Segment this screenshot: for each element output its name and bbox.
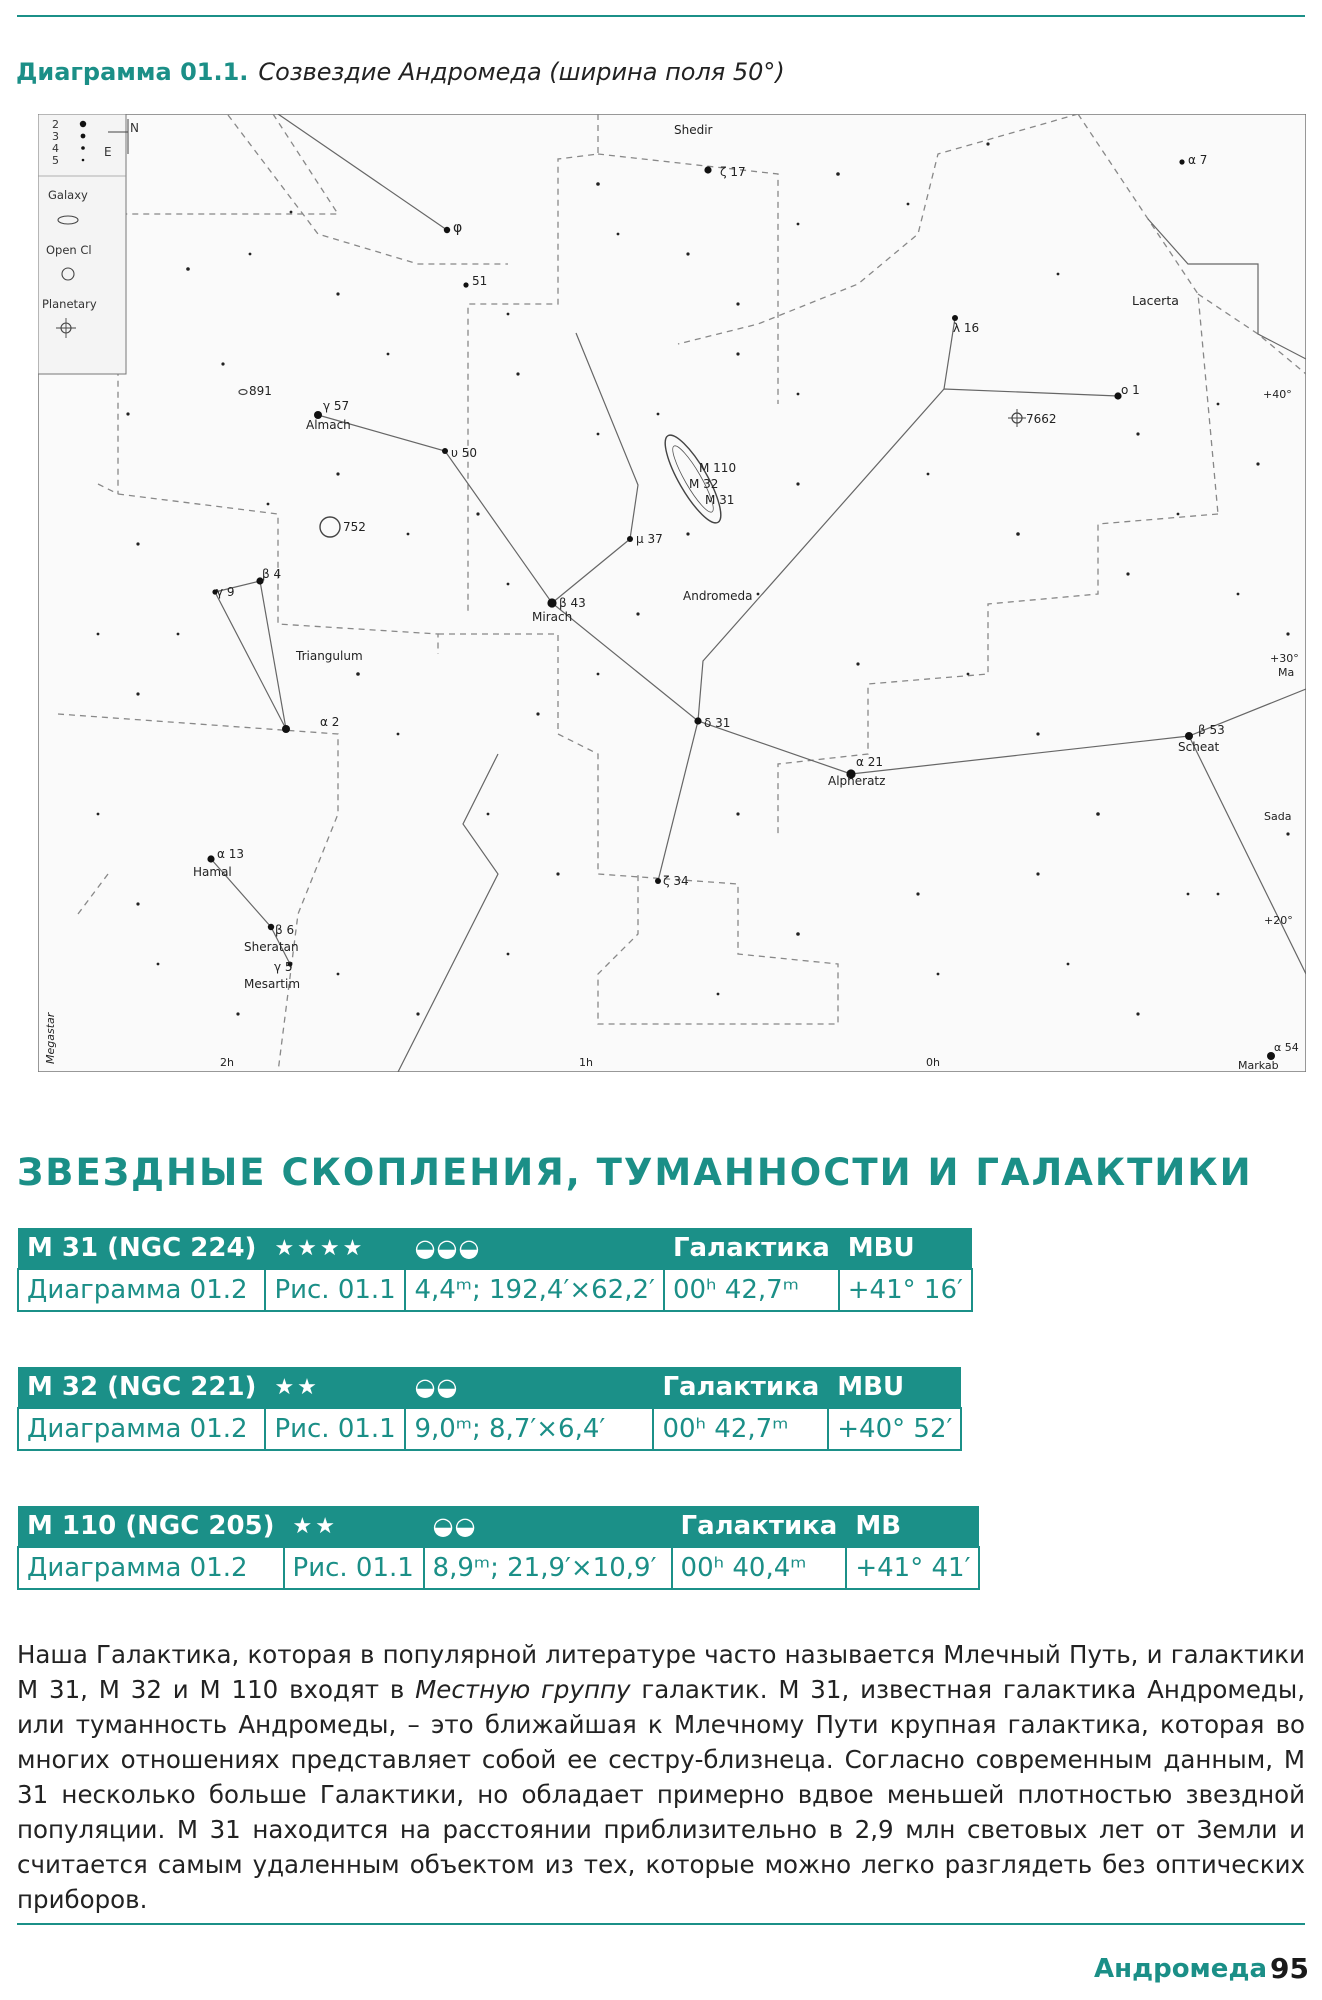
- svg-text:4: 4: [52, 142, 59, 155]
- running-footer-title: Андромеда: [1094, 1954, 1267, 1984]
- svg-text:891: 891: [249, 384, 272, 398]
- map-legend: [38, 114, 139, 374]
- rating-stars: ★★: [284, 1506, 424, 1547]
- svg-text:Ma: Ma: [1278, 666, 1295, 679]
- object-name: M 31 (NGC 224): [18, 1228, 265, 1269]
- svg-text:Open Cl: Open Cl: [46, 243, 92, 257]
- svg-text:752: 752: [343, 520, 366, 534]
- object-name: M 32 (NGC 221): [18, 1367, 265, 1408]
- svg-text:7662: 7662: [1026, 412, 1057, 426]
- svg-text:+40°: +40°: [1263, 388, 1292, 401]
- svg-text:γ 57: γ 57: [323, 399, 350, 413]
- object-table-m31: [17, 1228, 973, 1312]
- svg-text:ζ 17: ζ 17: [720, 165, 746, 179]
- svg-text:φ: φ: [453, 220, 463, 236]
- paragraph-part-1: Наша Галактика, которая в популярной литературе часто называется Млечный Путь, и галактики M 31, M 32 и M 110 входят в: [17, 1640, 1305, 1704]
- svg-text:γ 5: γ 5: [274, 960, 293, 974]
- svg-text:+30°: +30°: [1270, 652, 1299, 665]
- svg-text:Megastar: Megastar: [44, 1012, 57, 1064]
- svg-text:M 32: M 32: [689, 477, 719, 491]
- svg-text:Mirach: Mirach: [532, 610, 573, 624]
- magnitude-size: 4,4ᵐ; 192,4′×62,2′: [405, 1269, 664, 1311]
- svg-text:Alpheratz: Alpheratz: [828, 774, 886, 788]
- visibility-icons: ◒◒◒: [405, 1228, 664, 1269]
- top-rule: [17, 15, 1305, 17]
- object-code: MB: [846, 1506, 979, 1547]
- svg-text:N: N: [130, 121, 139, 135]
- declination: +41° 16′: [839, 1269, 972, 1311]
- svg-text:51: 51: [472, 274, 488, 288]
- right-ascension: 00ʰ 42,7ᵐ: [664, 1269, 839, 1311]
- declination: +41° 41′: [846, 1547, 979, 1589]
- diagram-ref: Диаграмма 01.2: [18, 1408, 265, 1450]
- right-ascension: 00ʰ 40,4ᵐ: [672, 1547, 847, 1589]
- svg-text:5: 5: [52, 154, 59, 167]
- svg-text:γ 9: γ 9: [216, 585, 235, 599]
- svg-text:μ 37: μ 37: [636, 532, 663, 546]
- svg-text:Hamal: Hamal: [193, 865, 232, 879]
- visibility-icons: ◒◒: [405, 1367, 653, 1408]
- svg-text:2h: 2h: [220, 1056, 234, 1069]
- object-type: Галактика: [664, 1228, 839, 1269]
- paragraph-part-2: галактик. M 31, известная галактика Андромеды, или туманность Андромеды, – это ближайшая к Млечному Пути крупная галактика, которая во многих отношениях представляет собой ее сестру-близнеца. Согласно современным данным, M 31 несколько больше Галактики, но обладает примерно вдвое меньшей плотностью звездной популяции. M 31 находится на расстоянии приблизительно в 2,9 млн световых лет от Земли и считается самым удаленным объектом из тех, которые можно легко разглядеть без оптических приборов.: [17, 1675, 1306, 1914]
- page-number: 95: [1270, 1952, 1309, 1985]
- paragraph-emphasis: Местную группу: [415, 1675, 631, 1704]
- section-title: ЗВЕЗДНЫЕ СКОПЛЕНИЯ, ТУМАННОСТИ И ГАЛАКТИКИ: [17, 1151, 1253, 1194]
- caption-label: Диаграмма 01.1.: [16, 58, 249, 86]
- svg-text:Almach: Almach: [306, 418, 351, 432]
- svg-text:β 6: β 6: [275, 923, 295, 937]
- bottom-rule: [17, 1923, 1305, 1925]
- figure-ref: Рис. 01.1: [265, 1269, 405, 1311]
- object-name: M 110 (NGC 205): [18, 1506, 284, 1547]
- object-code: MBU: [828, 1367, 961, 1408]
- svg-text:Mesartim: Mesartim: [244, 977, 301, 991]
- svg-text:α 54: α 54: [1274, 1041, 1299, 1054]
- svg-text:Lacerta: Lacerta: [1132, 293, 1179, 308]
- svg-text:Sada: Sada: [1264, 810, 1292, 823]
- figure-ref: Рис. 01.1: [284, 1547, 424, 1589]
- svg-text:α 2: α 2: [320, 715, 340, 729]
- body-paragraph: [17, 1637, 1305, 1917]
- svg-text:0h: 0h: [926, 1056, 940, 1069]
- svg-text:Triangulum: Triangulum: [296, 649, 363, 663]
- svg-text:β 43: β 43: [559, 596, 586, 610]
- caption-text: Созвездие Андромеда (ширина поля 50°): [258, 58, 785, 86]
- object-type: Галактика: [653, 1367, 828, 1408]
- declination: +40° 52′: [828, 1408, 961, 1450]
- svg-text:Shedir: Shedir: [674, 123, 713, 137]
- svg-text:Sheratan: Sheratan: [244, 940, 299, 954]
- magnitude-size: 9,0ᵐ; 8,7′×6,4′: [405, 1408, 653, 1450]
- right-ascension: 00ʰ 42,7ᵐ: [653, 1408, 828, 1450]
- svg-text:υ 50: υ 50: [451, 446, 478, 460]
- svg-text:α 13: α 13: [217, 847, 244, 861]
- svg-text:β 4: β 4: [262, 567, 282, 581]
- diagram-ref: Диаграмма 01.2: [18, 1547, 284, 1589]
- svg-text:Markab: Markab: [1238, 1059, 1279, 1072]
- svg-text:Scheat: Scheat: [1178, 740, 1220, 754]
- rating-stars: ★★: [265, 1367, 405, 1408]
- svg-text:δ 31: δ 31: [704, 716, 731, 730]
- svg-text:+20°: +20°: [1264, 914, 1293, 927]
- object-code: MBU: [839, 1228, 972, 1269]
- visibility-icons: ◒◒: [424, 1506, 672, 1547]
- svg-text:α 21: α 21: [856, 755, 883, 769]
- figure-ref: Рис. 01.1: [265, 1408, 405, 1450]
- object-table-m32: [17, 1367, 962, 1451]
- star-chart: [38, 114, 1306, 1072]
- svg-text:2: 2: [52, 118, 59, 131]
- svg-text:M 31: M 31: [705, 493, 735, 507]
- svg-text:ζ 34: ζ 34: [663, 874, 689, 888]
- figure-caption: [16, 58, 785, 86]
- svg-text:λ 16: λ 16: [953, 321, 980, 335]
- svg-text:Andromeda: Andromeda: [683, 589, 753, 603]
- svg-text:β 53: β 53: [1198, 723, 1225, 737]
- object-table-m110: [17, 1506, 980, 1590]
- svg-text:1h: 1h: [579, 1056, 593, 1069]
- svg-text:E: E: [104, 145, 112, 159]
- svg-text:ο 1: ο 1: [1121, 383, 1140, 397]
- svg-text:M 110: M 110: [699, 461, 737, 475]
- svg-text:α 7: α 7: [1188, 153, 1208, 167]
- svg-text:3: 3: [52, 130, 59, 143]
- svg-text:Galaxy: Galaxy: [48, 188, 88, 202]
- rating-stars: ★★★★: [265, 1228, 405, 1269]
- diagram-ref: Диаграмма 01.2: [18, 1269, 265, 1311]
- magnitude-size: 8,9ᵐ; 21,9′×10,9′: [424, 1547, 672, 1589]
- svg-text:Planetary: Planetary: [42, 297, 97, 311]
- object-type: Галактика: [672, 1506, 847, 1547]
